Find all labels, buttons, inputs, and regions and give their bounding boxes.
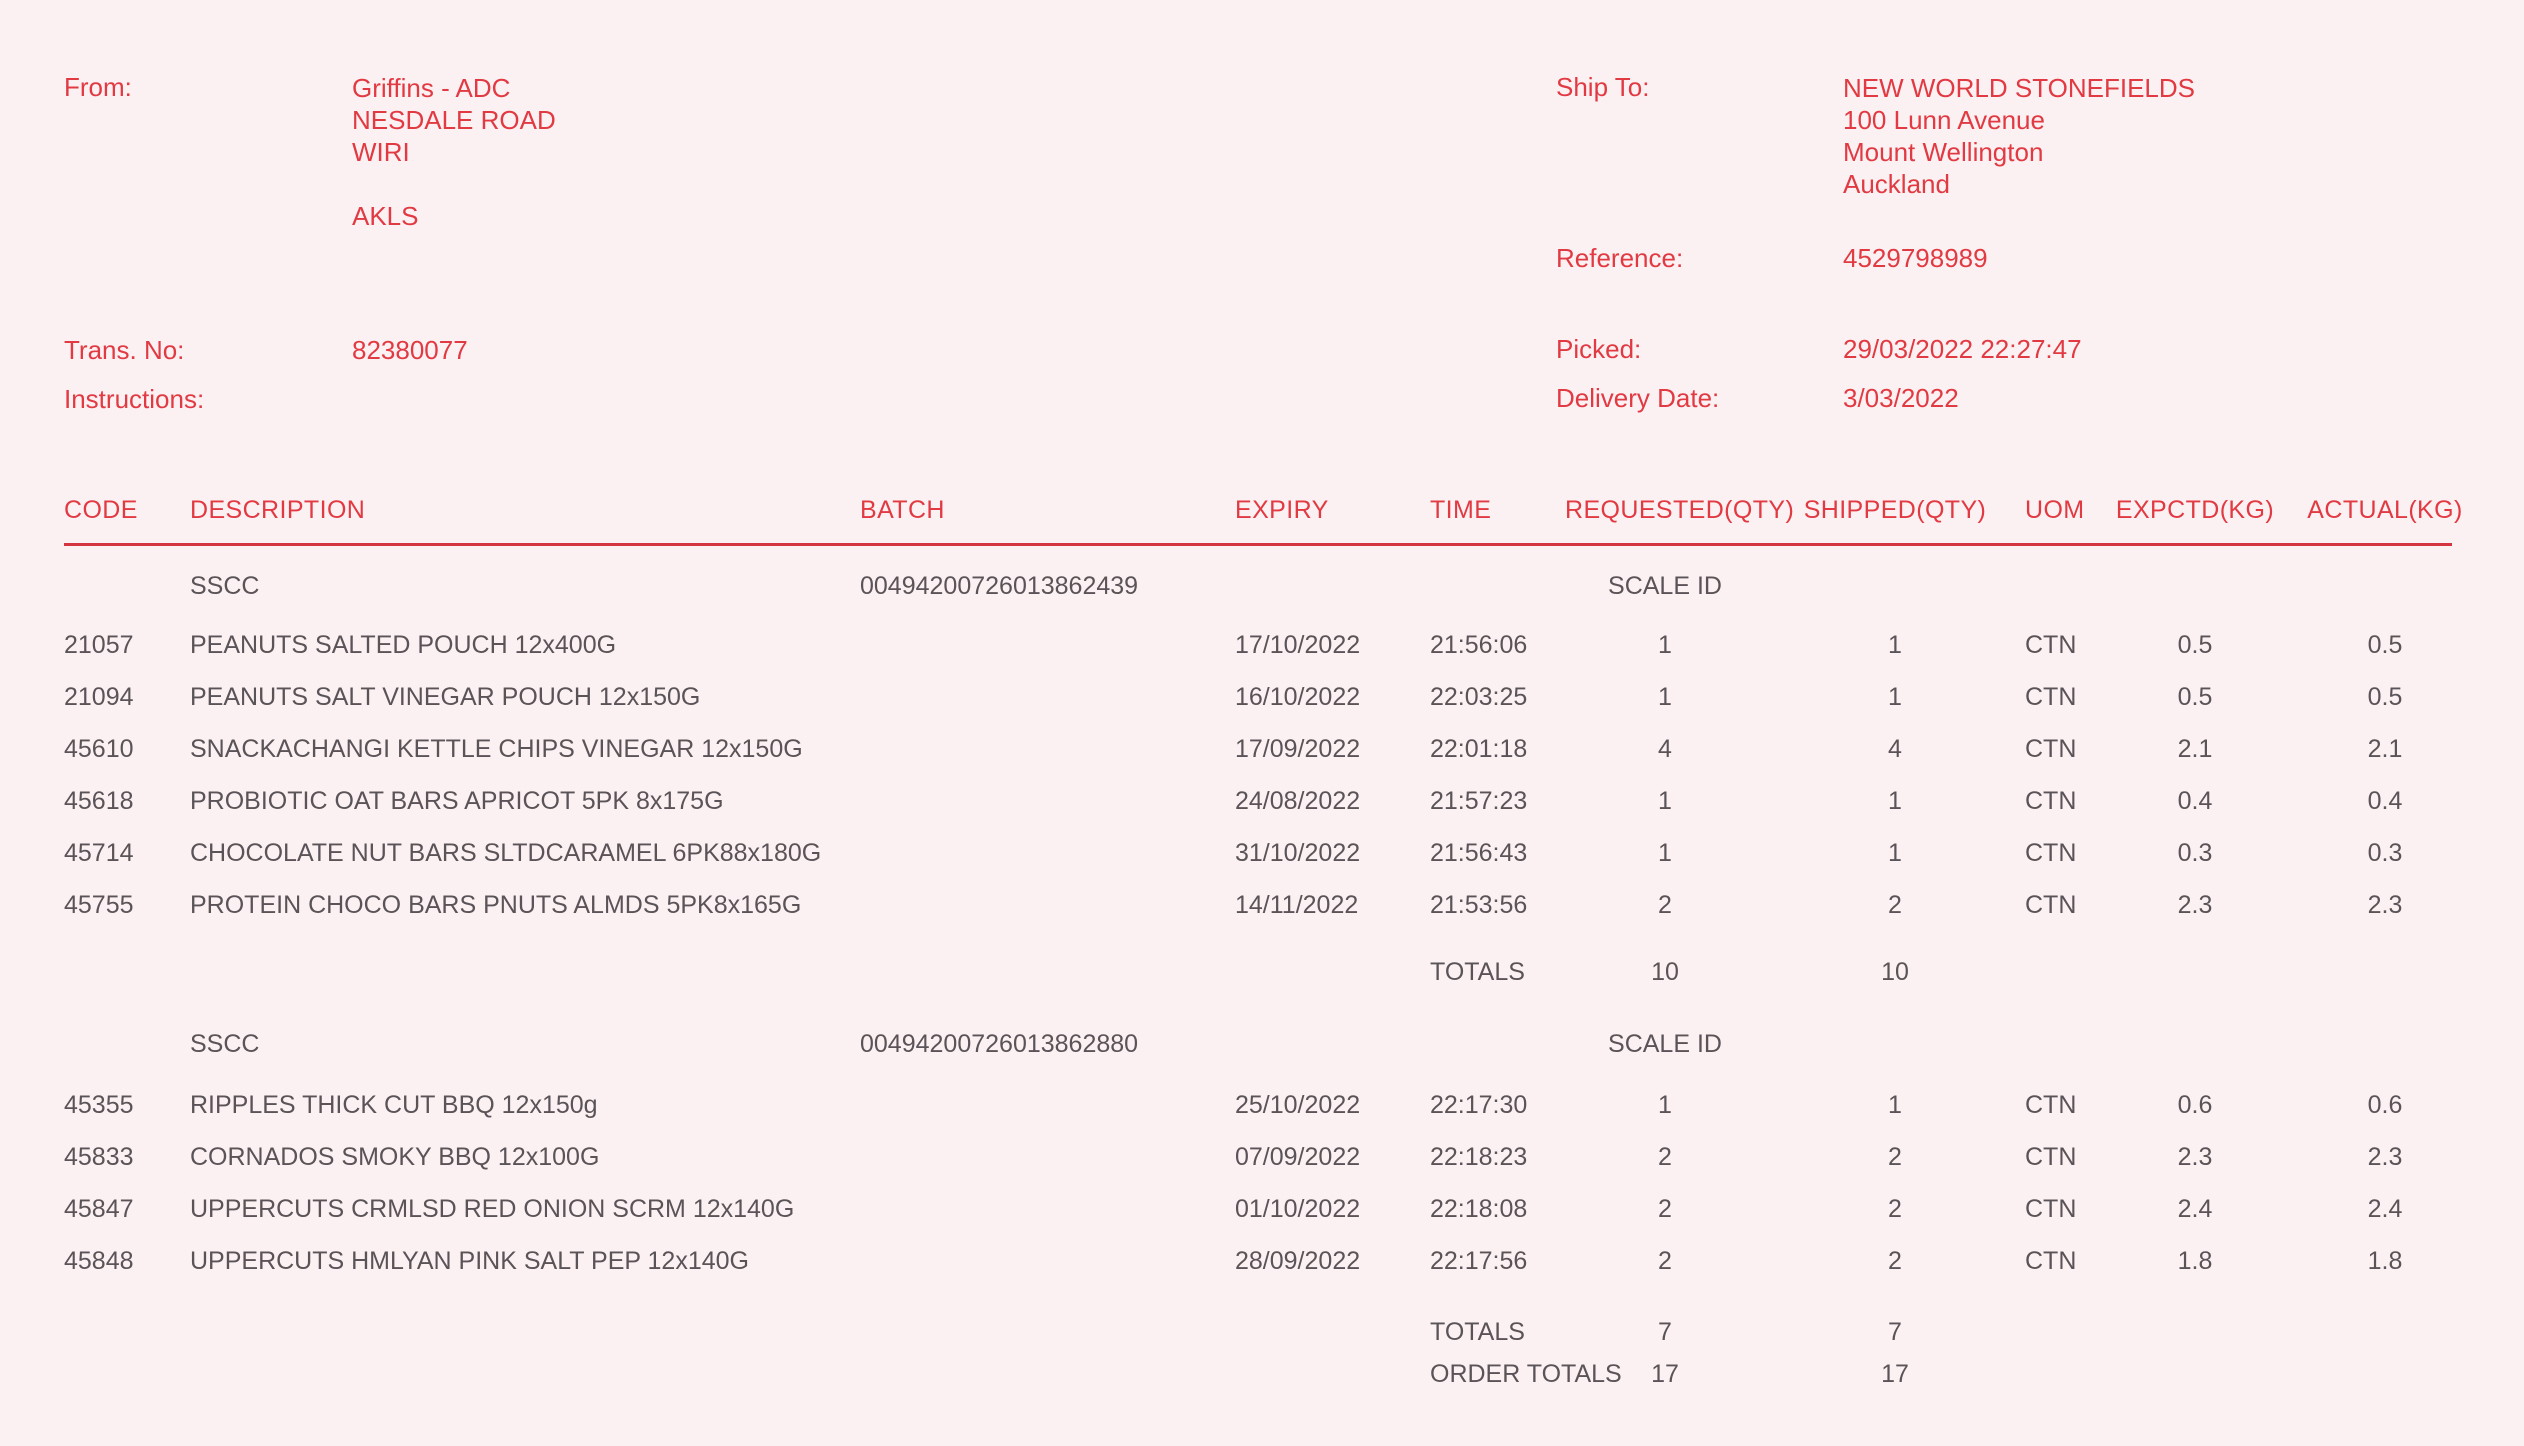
cell-requested: 1 <box>1658 683 1672 711</box>
cell-uom: CTN <box>2025 839 2077 867</box>
table-header-row <box>0 494 2524 526</box>
from-address <box>352 72 556 232</box>
order-totals-shipped: 17 <box>1881 1360 1909 1388</box>
column-header-expiry: EXPIRY <box>1235 496 1329 524</box>
scale-id-label: SCALE ID <box>1608 1030 1722 1058</box>
cell-shipped: 1 <box>1888 1091 1902 1119</box>
cell-expctd: 0.5 <box>2177 631 2213 659</box>
cell-expctd: 0.6 <box>2177 1091 2213 1119</box>
cell-time: 22:17:30 <box>1430 1091 1528 1119</box>
cell-description: UPPERCUTS HMLYAN PINK SALT PEP 12x140G <box>190 1247 749 1275</box>
cell-uom: CTN <box>2025 1247 2077 1275</box>
cell-expctd: 0.3 <box>2177 839 2213 867</box>
delivery-date-value: 3/03/2022 <box>1843 383 1959 413</box>
from-address-line: WIRI <box>352 137 410 167</box>
from-address-line <box>352 168 556 200</box>
cell-time: 22:03:25 <box>1430 683 1528 711</box>
cell-requested: 1 <box>1658 839 1672 867</box>
cell-code: 45848 <box>64 1247 134 1275</box>
cell-expctd: 2.4 <box>2177 1195 2213 1223</box>
cell-expctd: 2.3 <box>2177 1143 2213 1171</box>
cell-time: 21:57:23 <box>1430 787 1528 815</box>
cell-time: 21:56:06 <box>1430 631 1528 659</box>
cell-uom: CTN <box>2025 1195 2077 1223</box>
cell-expiry: 14/11/2022 <box>1235 891 1359 919</box>
cell-expctd: 2.1 <box>2177 735 2213 763</box>
cell-expiry: 17/09/2022 <box>1235 735 1361 763</box>
cell-shipped: 2 <box>1888 1195 1902 1223</box>
cell-expctd: 0.4 <box>2177 787 2213 815</box>
sscc-number: 00494200726013862880 <box>860 1030 1139 1058</box>
sscc-row <box>0 570 2524 602</box>
cell-shipped: 1 <box>1888 683 1902 711</box>
column-header-shipped: SHIPPED(QTY) <box>1803 496 1987 524</box>
ship-to-address-line: NEW WORLD STONEFIELDS <box>1843 73 2196 103</box>
cell-actual: 0.6 <box>2367 1091 2403 1119</box>
cell-expiry: 17/10/2022 <box>1235 631 1361 659</box>
cell-code: 21057 <box>64 631 134 659</box>
cell-description: CHOCOLATE NUT BARS SLTDCARAMEL 6PK88x180G <box>190 839 822 867</box>
cell-expctd: 2.3 <box>2177 891 2213 919</box>
cell-code: 45618 <box>64 787 134 815</box>
totals-row <box>0 1316 2524 1348</box>
column-header-requested: REQUESTED(QTY) <box>1565 496 1795 524</box>
sscc-number: 00494200726013862439 <box>860 572 1139 600</box>
scale-id-label: SCALE ID <box>1608 572 1722 600</box>
cell-code: 45755 <box>64 891 134 919</box>
cell-description: CORNADOS SMOKY BBQ 12x100G <box>190 1143 600 1171</box>
reference-value: 4529798989 <box>1843 243 1988 273</box>
instructions-label: Instructions: <box>64 384 205 414</box>
cell-description: SNACKACHANGI KETTLE CHIPS VINEGAR 12x150G <box>190 735 803 763</box>
header-divider <box>64 543 2452 546</box>
reference-label: Reference: <box>1556 243 1684 273</box>
totals-requested: 7 <box>1658 1318 1672 1346</box>
cell-code: 45355 <box>64 1091 134 1119</box>
cell-uom: CTN <box>2025 891 2077 919</box>
column-header-actual: ACTUAL(KG) <box>2307 496 2463 524</box>
item-row <box>0 1141 2524 1173</box>
trans-no-value: 82380077 <box>352 335 468 365</box>
cell-code: 45714 <box>64 839 134 867</box>
column-header-batch: BATCH <box>860 496 945 524</box>
order-totals-row <box>0 1358 2524 1390</box>
cell-description: RIPPLES THICK CUT BBQ 12x150g <box>190 1091 598 1119</box>
cell-code: 45847 <box>64 1195 134 1223</box>
cell-uom: CTN <box>2025 735 2077 763</box>
sscc-label: SSCC <box>190 572 260 600</box>
cell-expiry: 24/08/2022 <box>1235 787 1361 815</box>
sscc-row <box>0 1028 2524 1060</box>
ship-to-address-line: Auckland <box>1843 169 1950 199</box>
item-row <box>0 1245 2524 1277</box>
ship-to-address <box>1843 72 2195 200</box>
cell-uom: CTN <box>2025 787 2077 815</box>
cell-requested: 2 <box>1658 891 1672 919</box>
cell-actual: 2.3 <box>2367 891 2403 919</box>
cell-uom: CTN <box>2025 1091 2077 1119</box>
cell-requested: 2 <box>1658 1195 1672 1223</box>
cell-time: 22:18:08 <box>1430 1195 1528 1223</box>
cell-expiry: 28/09/2022 <box>1235 1247 1361 1275</box>
item-row <box>0 1089 2524 1121</box>
cell-uom: CTN <box>2025 683 2077 711</box>
cell-description: PROTEIN CHOCO BARS PNUTS ALMDS 5PK8x165G <box>190 891 802 919</box>
trans-no-label: Trans. No: <box>64 335 185 365</box>
cell-expiry: 07/09/2022 <box>1235 1143 1361 1171</box>
cell-uom: CTN <box>2025 631 2077 659</box>
cell-requested: 2 <box>1658 1143 1672 1171</box>
cell-time: 22:17:56 <box>1430 1247 1528 1275</box>
totals-requested: 10 <box>1651 958 1679 986</box>
cell-expiry: 01/10/2022 <box>1235 1195 1361 1223</box>
item-row <box>0 681 2524 713</box>
cell-description: PROBIOTIC OAT BARS APRICOT 5PK 8x175G <box>190 787 724 815</box>
cell-time: 22:18:23 <box>1430 1143 1528 1171</box>
cell-expctd: 0.5 <box>2177 683 2213 711</box>
picked-value: 29/03/2022 22:27:47 <box>1843 334 2082 364</box>
item-row <box>0 1193 2524 1225</box>
cell-actual: 0.5 <box>2367 631 2403 659</box>
sscc-label: SSCC <box>190 1030 260 1058</box>
cell-shipped: 1 <box>1888 787 1902 815</box>
cell-requested: 1 <box>1658 631 1672 659</box>
cell-shipped: 2 <box>1888 891 1902 919</box>
column-header-description: DESCRIPTION <box>190 496 366 524</box>
totals-shipped: 10 <box>1881 958 1909 986</box>
item-row <box>0 889 2524 921</box>
cell-shipped: 4 <box>1888 735 1902 763</box>
cell-actual: 2.1 <box>2367 735 2403 763</box>
column-header-code: CODE <box>64 496 138 524</box>
ship-to-address-line: 100 Lunn Avenue <box>1843 105 2045 135</box>
from-label: From: <box>64 72 132 102</box>
from-address-line: NESDALE ROAD <box>352 105 556 135</box>
cell-shipped: 2 <box>1888 1143 1902 1171</box>
totals-label: TOTALS <box>1430 958 1525 986</box>
cell-requested: 1 <box>1658 787 1672 815</box>
order-totals-label: ORDER TOTALS <box>1430 1360 1622 1388</box>
picked-label: Picked: <box>1556 334 1642 364</box>
cell-shipped: 1 <box>1888 839 1902 867</box>
cell-expiry: 25/10/2022 <box>1235 1091 1361 1119</box>
totals-label: TOTALS <box>1430 1318 1525 1346</box>
cell-actual: 0.5 <box>2367 683 2403 711</box>
cell-actual: 2.4 <box>2367 1195 2403 1223</box>
column-header-time: TIME <box>1430 496 1492 524</box>
cell-actual: 0.4 <box>2367 787 2403 815</box>
column-header-expctd: EXPCTD(KG) <box>2115 496 2275 524</box>
cell-shipped: 1 <box>1888 631 1902 659</box>
totals-shipped: 7 <box>1888 1318 1902 1346</box>
cell-code: 45833 <box>64 1143 134 1171</box>
delivery-date-label: Delivery Date: <box>1556 383 1720 413</box>
cell-code: 45610 <box>64 735 134 763</box>
ship-to-label: Ship To: <box>1556 72 1650 102</box>
cell-time: 21:56:43 <box>1430 839 1528 867</box>
cell-actual: 1.8 <box>2367 1247 2403 1275</box>
column-header-uom: UOM <box>2025 496 2085 524</box>
cell-expiry: 31/10/2022 <box>1235 839 1361 867</box>
cell-requested: 1 <box>1658 1091 1672 1119</box>
cell-uom: CTN <box>2025 1143 2077 1171</box>
cell-requested: 4 <box>1658 735 1672 763</box>
totals-row <box>0 956 2524 988</box>
order-totals-requested: 17 <box>1651 1360 1679 1388</box>
cell-time: 21:53:56 <box>1430 891 1528 919</box>
item-row <box>0 629 2524 661</box>
cell-time: 22:01:18 <box>1430 735 1528 763</box>
cell-code: 21094 <box>64 683 134 711</box>
item-row <box>0 785 2524 817</box>
cell-actual: 2.3 <box>2367 1143 2403 1171</box>
ship-to-address-line: Mount Wellington <box>1843 137 2044 167</box>
cell-expiry: 16/10/2022 <box>1235 683 1361 711</box>
cell-shipped: 2 <box>1888 1247 1902 1275</box>
cell-description: PEANUTS SALTED POUCH 12x400G <box>190 631 617 659</box>
item-row <box>0 837 2524 869</box>
cell-requested: 2 <box>1658 1247 1672 1275</box>
item-row <box>0 733 2524 765</box>
from-address-line: Griffins - ADC <box>352 73 511 103</box>
from-address-line: AKLS <box>352 201 419 231</box>
cell-description: UPPERCUTS CRMLSD RED ONION SCRM 12x140G <box>190 1195 795 1223</box>
cell-actual: 0.3 <box>2367 839 2403 867</box>
cell-description: PEANUTS SALT VINEGAR POUCH 12x150G <box>190 683 701 711</box>
cell-expctd: 1.8 <box>2177 1247 2213 1275</box>
